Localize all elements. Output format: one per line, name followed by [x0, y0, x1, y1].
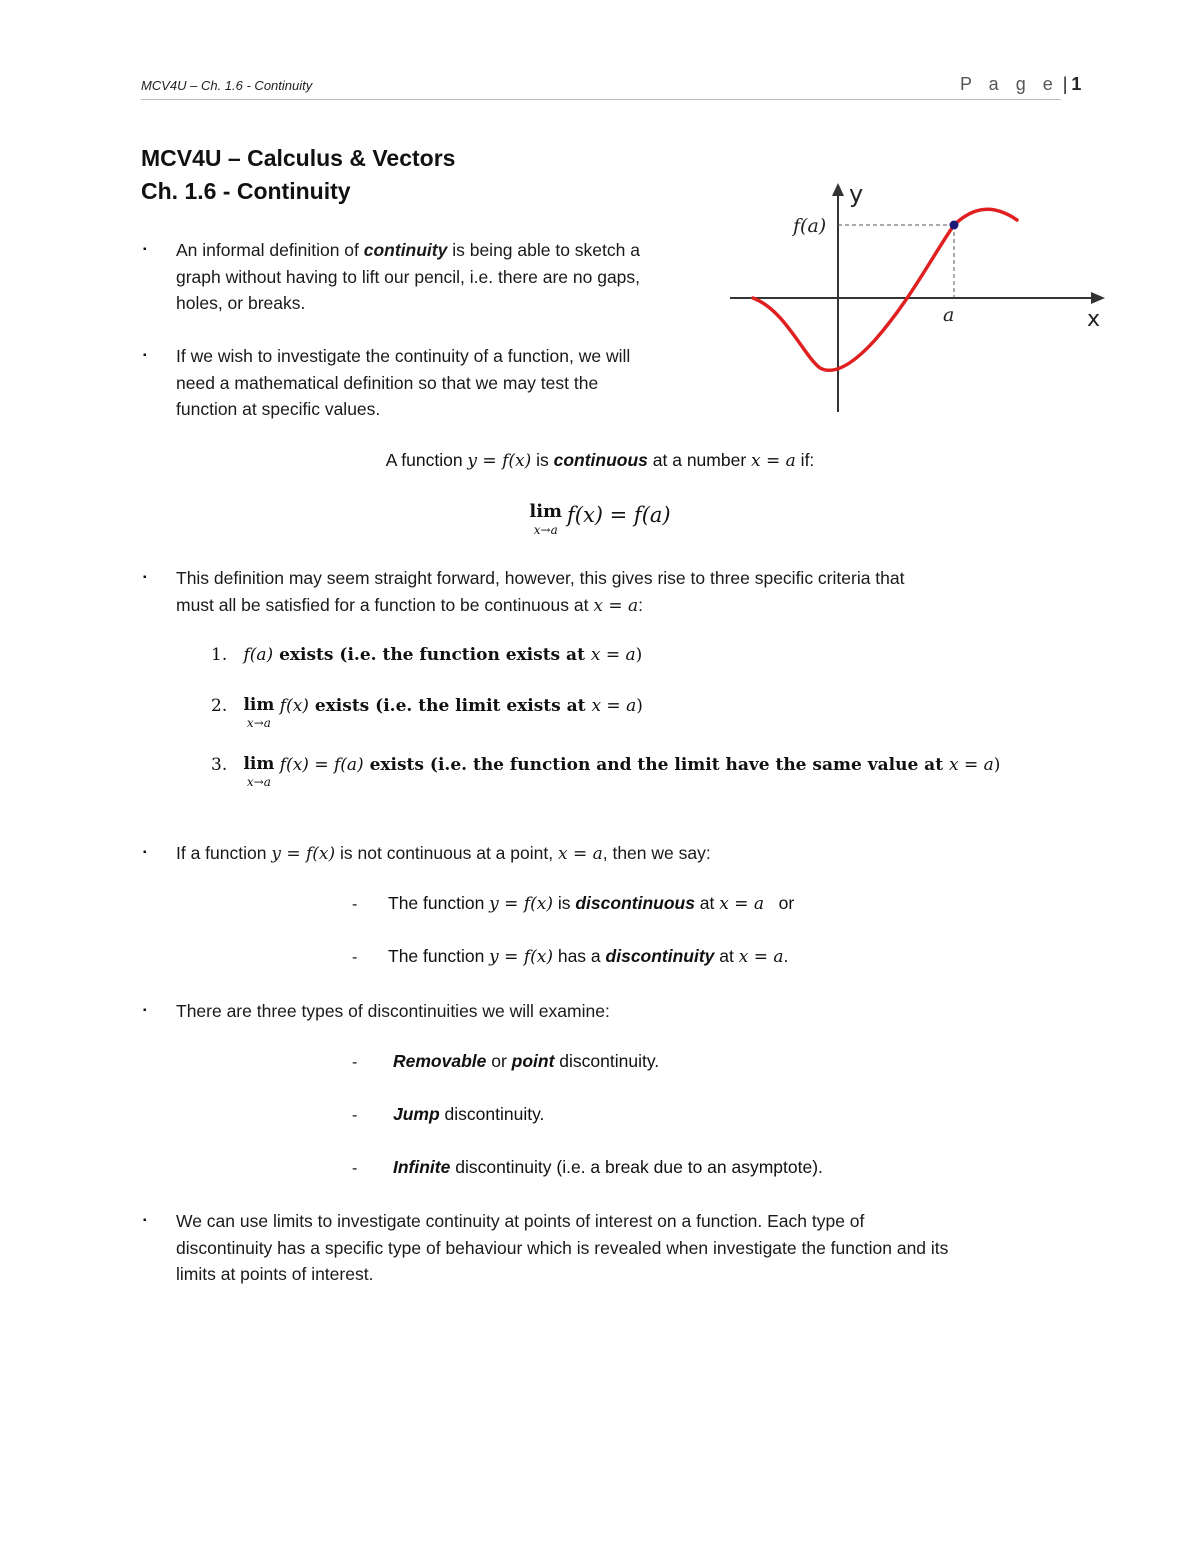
text-run: An informal definition of — [176, 240, 364, 260]
criterion-number: 2. — [211, 696, 228, 716]
discontinuous-statement — [388, 893, 794, 914]
math-expression: f(x) = f(a) — [279, 755, 364, 775]
term-point: point — [511, 1051, 555, 1071]
bullet-marker: ▪ — [143, 1215, 147, 1226]
math-expression: x = a — [557, 844, 603, 864]
text-run: must all be satisfied for a function to be continuous at — [176, 594, 594, 615]
math-expression: y = f(x) — [489, 894, 553, 914]
dash-marker: - — [352, 1160, 358, 1177]
text-run: The function — [388, 893, 490, 913]
text-run: or — [486, 1051, 512, 1071]
text-run: at a number — [647, 450, 752, 470]
lim-text: lim — [243, 695, 275, 715]
bullet-marker: ▪ — [143, 572, 147, 583]
dash-marker: - — [352, 949, 358, 966]
text-run: discontinuity. — [439, 1104, 545, 1124]
header-divider — [141, 99, 1061, 100]
term-discontinuity: discontinuity — [605, 946, 715, 966]
bullet-marker: ▪ — [143, 1005, 147, 1016]
math-expression: y = f(x) — [489, 947, 553, 967]
text-run: A function — [385, 450, 468, 470]
text-run: ) — [993, 755, 1001, 775]
text-run: The function — [388, 946, 490, 966]
dash-marker: - — [352, 1054, 358, 1071]
text-line: limits at points of interest. — [176, 1264, 374, 1284]
math-expression: f(x) — [279, 696, 309, 716]
point-a-fa — [950, 221, 959, 230]
page-number: 1 — [1071, 74, 1082, 94]
term-continuity: continuity — [363, 240, 448, 260]
page-separator: | — [1062, 74, 1068, 94]
dash-marker: - — [352, 1107, 358, 1124]
text-run: is being able to sketch a — [447, 240, 640, 260]
y-axis-arrow — [832, 183, 844, 196]
math-expression: f(a) — [243, 645, 274, 665]
mathematical-definition-paragraph — [176, 343, 630, 423]
text-line: We can use limits to investigate continuity at points of interest on a function. Each type of — [176, 1211, 865, 1231]
math-expression: x = a — [738, 947, 784, 967]
text-run: at — [714, 946, 739, 966]
bullet-marker: ▪ — [143, 244, 147, 255]
criterion-text: exists (i.e. the function and the limit have the same value at — [363, 755, 949, 775]
math-expression: x = a — [948, 755, 994, 775]
text-run: : — [638, 594, 643, 615]
text-run: is — [552, 893, 576, 913]
text-line: This definition may seem straight forward, however, this gives rise to three specific criteria that — [176, 568, 905, 588]
bullet-marker: ▪ — [143, 350, 147, 361]
text-line: discontinuity has a specific type of behaviour which is revealed when investigate the function and its — [176, 1237, 949, 1258]
text-run: discontinuity (i.e. a break due to an asymptote). — [450, 1157, 823, 1177]
text-line: need a mathematical definition so that we may test the — [176, 372, 599, 393]
x-axis-label: x — [1087, 307, 1101, 332]
informal-definition-paragraph — [176, 237, 640, 317]
text-line: holes, or breaks. — [176, 293, 306, 313]
text-run: ) — [635, 645, 643, 665]
text-line: graph without having to lift our pencil, i.e. there are no gaps, — [176, 266, 641, 287]
math-expression: x = a — [751, 451, 796, 471]
limit-operator — [529, 503, 562, 539]
text-run: ) — [636, 696, 643, 716]
lim-subscript: x→a — [246, 775, 271, 789]
criterion-1 — [211, 645, 642, 665]
y-axis-label: y — [849, 180, 864, 208]
lim-subscript: x→a — [533, 523, 558, 537]
type-removable — [393, 1051, 659, 1072]
text-line: function at specific values. — [176, 399, 381, 419]
continuity-definition — [0, 450, 1200, 471]
text-line: If we wish to investigate the continuity of a function, we will — [176, 346, 631, 366]
text-run: is not continuous at a point, — [335, 843, 558, 863]
term-removable: Removable — [393, 1051, 487, 1071]
criterion-number: 1. — [211, 645, 228, 665]
fa-label: f(a) — [793, 215, 827, 237]
term-infinite: Infinite — [393, 1157, 451, 1177]
text-run: If a function — [176, 843, 272, 863]
type-jump — [393, 1104, 544, 1125]
math-expression: x = a — [719, 894, 765, 914]
term-discontinuous: discontinuous — [575, 893, 695, 913]
math-expression: y = f(x) — [271, 844, 336, 864]
header-page-indicator — [960, 74, 1081, 95]
document-title: MCV4U – Calculus & Vectors — [141, 145, 456, 171]
math-expression: x = a — [593, 595, 639, 616]
limit-operator — [243, 755, 274, 791]
text-run: if: — [795, 450, 815, 470]
text-run: at — [694, 893, 720, 913]
criterion-2 — [211, 696, 643, 732]
math-expression: x = a — [590, 645, 636, 665]
text-run: or — [764, 893, 795, 913]
text-run: has a — [552, 946, 606, 966]
discontinuity-statement — [388, 946, 788, 967]
criterion-text: exists (i.e. the limit exists at — [308, 696, 592, 716]
continuity-graph — [725, 180, 1115, 420]
math-expression: y = f(x) — [467, 451, 532, 471]
type-infinite — [393, 1157, 823, 1178]
page-word: P a g e — [960, 74, 1059, 94]
criterion-text: exists (i.e. the function exists at — [273, 645, 591, 665]
limit-operator — [243, 696, 274, 732]
criteria-intro-paragraph — [176, 565, 905, 619]
limit-formula — [0, 503, 1200, 539]
math-expression: x = a — [591, 696, 637, 716]
x-axis-arrow — [1091, 292, 1105, 304]
term-jump: Jump — [393, 1104, 440, 1124]
lim-text: lim — [243, 754, 275, 774]
criterion-3 — [211, 755, 1000, 791]
bullet-marker: ▪ — [143, 847, 147, 858]
dash-marker: - — [352, 896, 358, 913]
text-run: is — [531, 450, 554, 470]
a-label: a — [943, 304, 955, 326]
header-course-label: MCV4U – Ch. 1.6 - Continuity — [141, 78, 313, 93]
text-run: discontinuity. — [554, 1051, 660, 1071]
lim-subscript: x→a — [246, 716, 271, 730]
criterion-number: 3. — [211, 755, 228, 775]
lim-text: lim — [529, 501, 563, 522]
math-expression: f(x) = f(a) — [566, 503, 671, 527]
term-continuous: continuous — [553, 450, 648, 470]
limits-investigation-paragraph — [176, 1208, 948, 1288]
section-title: Ch. 1.6 - Continuity — [141, 178, 351, 204]
types-intro: There are three types of discontinuities we will examine: — [176, 1001, 610, 1021]
not-continuous-paragraph — [176, 840, 711, 868]
text-run: . — [783, 946, 789, 966]
text-run: , then we say: — [602, 843, 711, 863]
